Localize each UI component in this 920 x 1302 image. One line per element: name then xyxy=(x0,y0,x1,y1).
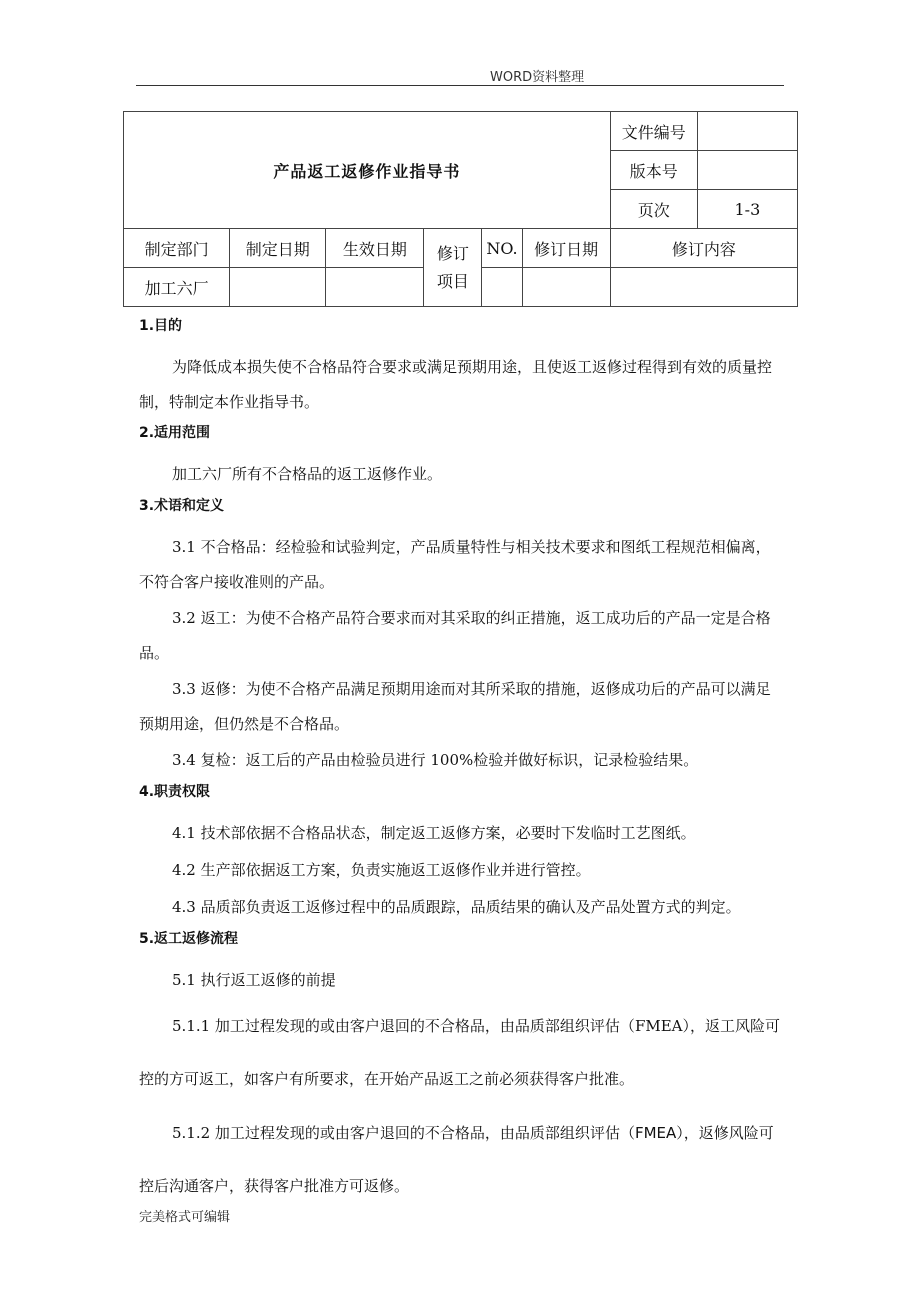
section-title-purpose: 1.目的 xyxy=(139,318,183,334)
paragraph-5-1-1-emph: 返工风险可控的方可返工，如客户有所要求，在开始产品返工之前必须获得客户批准。 xyxy=(139,1017,781,1088)
revision-item-line2: 项目 xyxy=(436,271,469,291)
page-footer: 完美格式可编辑 xyxy=(139,1210,231,1225)
paragraph-3-1: 3.1 不合格品：经检验和试验判定，产品质量特性与相关技术要求和图纸工程规范相偏离，不符合客户接收准则的产品。 xyxy=(139,538,771,591)
doc-title: 产品返工返修作业指导书 xyxy=(124,112,611,229)
revision-content-label: 修订内容 xyxy=(610,229,797,268)
revision-item-label xyxy=(424,229,482,307)
revision-content-value xyxy=(610,268,797,307)
page-label: 页次 xyxy=(610,190,697,229)
date-value xyxy=(230,268,326,307)
version-value xyxy=(697,151,797,190)
paragraph-3-2: 3.2 返工：为使不合格产品符合要求而对其采取的纠正措施，返工成功后的产品一定是合格品。 xyxy=(139,609,771,662)
paragraph-5-1-2-lead: 5.1.2 加工过程发现的或由客户退回的不合格品，由品质部组织 xyxy=(172,1124,590,1142)
version-label: 版本号 xyxy=(610,151,697,190)
effective-label: 生效日期 xyxy=(326,229,424,268)
paragraph-3-4: 3.4 复检：返工后的产品由检验员进行 100%检验并做好标识，记录检验结果。 xyxy=(172,751,699,769)
paragraph-4-1: 4.1 技术部依据不合格品状态，制定返工返修方案，必要时下发临时工艺图纸。 xyxy=(172,824,696,842)
paragraph-3-3: 3.3 返修：为使不合格产品满足预期用途而对其所采取的措施，返修成功后的产品可以满足预期用途，但仍然是不合格品。 xyxy=(139,680,771,733)
document-header-table xyxy=(123,111,798,307)
revision-date-value xyxy=(522,268,610,307)
dept-label: 制定部门 xyxy=(124,229,230,268)
paragraph-scope: 加工六厂所有不合格品的返工返修作业。 xyxy=(172,465,443,483)
paragraph-4-3: 4.3 品质部负责返工返修过程中的品质跟踪，品质结果的确认及产品处置方式的判定。 xyxy=(172,898,741,916)
section-title-process: 5.返工返修流程 xyxy=(139,931,239,947)
page-value: 1-3 xyxy=(697,190,797,229)
file-no-label: 文件编号 xyxy=(610,112,697,151)
revision-date-label: 修订日期 xyxy=(522,229,610,268)
paragraph-5-1-2 xyxy=(139,1107,784,1213)
section-title-definitions: 3.术语和定义 xyxy=(139,498,225,514)
paragraph-purpose: 为降低成本损失使不合格品符合要求或满足预期用途，且使返工返修过程得到有效的质量控制，特制定本作业指导书。 xyxy=(139,358,773,411)
no-value xyxy=(482,268,522,307)
header-divider xyxy=(136,85,784,86)
page-header: WORD资料整理 xyxy=(490,70,585,85)
effective-value xyxy=(326,268,424,307)
paragraph-5-1-1 xyxy=(139,1000,784,1106)
revision-item-line1: 修订 xyxy=(436,243,469,263)
section-title-scope: 2.适用范围 xyxy=(139,425,211,441)
paragraph-4-2: 4.2 生产部依据返工方案，负责实施返工返修作业并进行管控。 xyxy=(172,861,591,879)
paragraph-5-1: 5.1 执行返工返修的前提 xyxy=(172,971,336,989)
dept-value: 加工六厂 xyxy=(124,268,230,307)
no-label: NO. xyxy=(482,229,522,268)
section-title-responsibilities: 4.职责权限 xyxy=(139,784,211,800)
paragraph-5-1-1-lead: 5.1.1 加工过程发现的或由客户退回的不合格品，由品质部组织评估（FMEA）， xyxy=(172,1017,705,1035)
file-no-value xyxy=(697,112,797,151)
date-label: 制定日期 xyxy=(230,229,326,268)
paragraph-5-1-2-emph: 评估（FMEA），返修风险可控后沟通客户，获得客户批准方可返修。 xyxy=(139,1124,774,1195)
document-body xyxy=(139,314,784,1214)
